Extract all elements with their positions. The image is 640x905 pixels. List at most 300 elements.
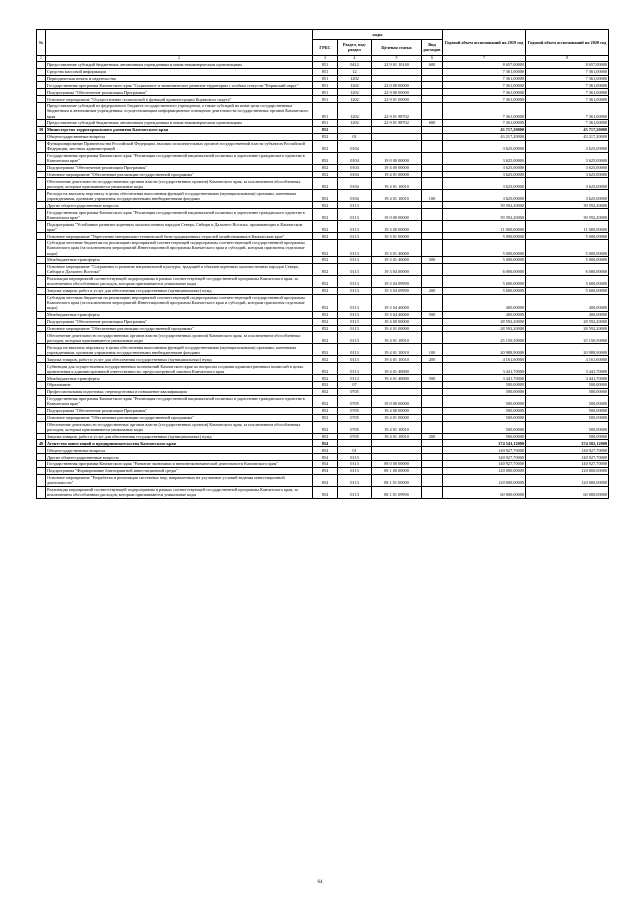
row-volume-2019: 500,00000 — [443, 414, 526, 421]
row-number — [37, 178, 46, 190]
row-grbs: 852 — [313, 414, 338, 421]
row-section: 0705 — [338, 388, 372, 395]
row-number — [37, 240, 46, 257]
row-grbs: 852 — [313, 240, 338, 257]
row-section: 0113 — [338, 287, 372, 294]
table-row — [37, 120, 609, 127]
row-volume-2019: 5 000,00000 — [443, 233, 526, 240]
row-volume-2019: 3 625,00000 — [443, 152, 526, 164]
row-target-article: 19 3 01 40060 — [372, 240, 422, 257]
header-codes: коды — [313, 30, 443, 40]
row-name: Межбюджетные трансферты — [46, 257, 313, 264]
row-volume-2019: 140 927,70000 — [443, 447, 526, 454]
row-section: 0113 — [338, 202, 372, 209]
row-target-article: 19 4 00 00000 — [372, 407, 422, 414]
table-row — [37, 82, 609, 89]
row-volume-2020: 374 582,12000 — [526, 440, 609, 447]
row-grbs: 852 — [313, 356, 338, 363]
row-volume-2019: 4 161,60000 — [443, 356, 526, 363]
row-grbs: 852 — [313, 388, 338, 395]
table-row — [37, 61, 609, 68]
table-row — [37, 257, 609, 264]
table-row — [37, 318, 609, 325]
row-grbs: 852 — [313, 221, 338, 233]
row-target-article — [372, 382, 422, 389]
row-volume-2019: 7 361,00000 — [443, 96, 526, 103]
row-name: Общегосударственные вопросы — [46, 133, 313, 140]
row-volume-2020: 3 625,00000 — [526, 190, 609, 202]
row-grbs: 854 — [313, 454, 338, 461]
row-target-article: 19 3 00 00000 — [372, 221, 422, 233]
row-grbs: 852 — [313, 395, 338, 407]
row-number — [37, 68, 46, 75]
row-name: Государственная программа Камчатского края "Реализация государственной национальной политики и укрепление гражданского единства в Камчатском крае" — [46, 209, 313, 221]
row-section: 0113 — [338, 240, 372, 257]
table-row — [37, 221, 609, 233]
row-expense-type — [422, 75, 443, 82]
row-target-article — [372, 75, 422, 82]
row-expense-type: 500 — [422, 257, 443, 264]
row-volume-2019: 3 625,00000 — [443, 140, 526, 152]
row-volume-2020: 140 927,70000 — [526, 447, 609, 454]
page-number: 64 — [317, 880, 323, 885]
row-number — [37, 75, 46, 82]
row-expense-type: 600 — [422, 120, 443, 127]
row-name: Другие общегосударственные вопросы — [46, 454, 313, 461]
row-expense-type — [422, 178, 443, 190]
row-target-article: 19 3 04 09990 — [372, 275, 422, 287]
row-grbs: 851 — [313, 120, 338, 127]
row-volume-2020: 3 625,00000 — [526, 152, 609, 164]
row-volume-2019: 3 441,70000 — [443, 363, 526, 375]
row-target-article: 19 4 01 00000 — [372, 325, 422, 332]
row-volume-2019: 3 441,70000 — [443, 375, 526, 382]
row-volume-2020: 7 361,00000 — [526, 89, 609, 96]
row-volume-2020: 5 000,00000 — [526, 240, 609, 257]
row-volume-2020: 3 441,70000 — [526, 375, 609, 382]
row-volume-2019: 7 361,00000 — [443, 120, 526, 127]
row-number — [37, 233, 46, 240]
row-number — [37, 421, 46, 433]
row-section: 0104 — [338, 164, 372, 171]
row-name: Предоставление субсидий бюджетным, автономным учреждениям и иным некоммерческим организациям — [46, 61, 313, 68]
row-number — [37, 318, 46, 325]
row-section: 1202 — [338, 82, 372, 89]
table-row — [37, 344, 609, 356]
row-grbs: 851 — [313, 89, 338, 96]
row-name: Субсидии местным бюджетам на реализацию мероприятий соответствующей подпрограммы соответствующей государственной программы Камчатского края (за исключением мероприятий Инвестиционной программы Камчатского края и субсидий, которым присвоены отдельные коды) — [46, 240, 313, 257]
row-volume-2019: 7 361,00000 — [443, 103, 526, 120]
row-section: 0705 — [338, 433, 372, 440]
row-section: 1202 — [338, 75, 372, 82]
row-section: 0412 — [338, 61, 372, 68]
row-grbs: 852 — [313, 140, 338, 152]
row-number — [37, 461, 46, 468]
row-volume-2020: 3 625,00000 — [526, 140, 609, 152]
row-grbs: 851 — [313, 68, 338, 75]
row-volume-2019: 43 717,20000 — [443, 126, 526, 133]
row-expense-type — [422, 164, 443, 171]
table-row — [37, 140, 609, 152]
row-name: Реализация мероприятий соответствующей подпрограммы в рамках соответствующей государственной программы Камчатского края, за исключением обособленных расходов, которым присваиваются уникальные коды — [46, 275, 313, 287]
row-volume-2020: 7 361,00000 — [526, 120, 609, 127]
row-grbs: 852 — [313, 275, 338, 287]
row-section: 01 — [338, 447, 372, 454]
row-number — [37, 294, 46, 311]
row-number — [37, 263, 46, 275]
row-target-article — [372, 133, 422, 140]
row-number — [37, 120, 46, 127]
row-target-article: 19 3 04 40060 — [372, 311, 422, 318]
row-volume-2020: 25 150,50000 — [526, 332, 609, 344]
row-volume-2019: 500,00000 — [443, 382, 526, 389]
row-section: 0113 — [338, 486, 372, 498]
row-grbs: 852 — [313, 164, 338, 171]
row-grbs: 852 — [313, 257, 338, 264]
row-name: Подпрограмма "Обеспечение реализации Программы" — [46, 164, 313, 171]
row-volume-2020: 500,00000 — [526, 388, 609, 395]
row-section: 0705 — [338, 407, 372, 414]
row-name: Расходы на выплаты персоналу в целях обеспечения выполнения функций государственными (муниципальными) органами, казенными учреждениями, органами управления государственными внебюджетными фондами — [46, 190, 313, 202]
row-grbs: 851 — [313, 103, 338, 120]
row-expense-type: 500 — [422, 311, 443, 318]
row-volume-2019: 3 625,00000 — [443, 171, 526, 178]
row-expense-type: 200 — [422, 287, 443, 294]
row-grbs: 852 — [313, 133, 338, 140]
header-target-article: Целевая статья — [372, 39, 422, 55]
row-volume-2020: 20 988,90000 — [526, 344, 609, 356]
row-grbs: 852 — [313, 332, 338, 344]
row-grbs: 851 — [313, 75, 338, 82]
row-volume-2019: 6 000,00000 — [443, 263, 526, 275]
row-volume-2020: 60 000,00000 — [526, 486, 609, 498]
table-row — [37, 96, 609, 103]
row-target-article: 19 3 01 40060 — [372, 257, 422, 264]
row-target-article: 22 9 01 00000 — [372, 96, 422, 103]
table-row — [37, 395, 609, 407]
row-volume-2020: 39 592,20000 — [526, 209, 609, 221]
row-expense-type — [422, 467, 443, 474]
table-row — [37, 190, 609, 202]
table-row — [37, 202, 609, 209]
table-row — [37, 311, 609, 318]
table-row — [37, 388, 609, 395]
row-volume-2020: 7 361,00000 — [526, 96, 609, 103]
row-volume-2020: 7 361,00000 — [526, 82, 609, 89]
row-target-article: 19 4 01 10010 — [372, 421, 422, 433]
row-expense-type — [422, 152, 443, 164]
row-number — [37, 202, 46, 209]
row-volume-2020: 5 000,00000 — [526, 257, 609, 264]
row-expense-type — [422, 68, 443, 75]
row-grbs: 852 — [313, 287, 338, 294]
row-section: 0113 — [338, 461, 372, 468]
row-volume-2019: 7 361,00000 — [443, 89, 526, 96]
row-grbs: 852 — [313, 233, 338, 240]
row-expense-type — [422, 382, 443, 389]
row-name: Основное мероприятие "Укрепление материально-технической базы традиционных отраслей хозяйствования в Камчатском крае" — [46, 233, 313, 240]
row-volume-2020: 400,00000 — [526, 311, 609, 318]
row-expense-type — [422, 133, 443, 140]
row-volume-2020: 3 441,70000 — [526, 363, 609, 375]
row-volume-2019: 11 000,00000 — [443, 221, 526, 233]
row-grbs: 852 — [313, 344, 338, 356]
row-grbs: 852 — [313, 209, 338, 221]
row-name: Закупка товаров, работ и услуг для обеспечения государственных (муниципальных) нужд — [46, 287, 313, 294]
row-target-article: 19 3 01 00000 — [372, 233, 422, 240]
row-number — [37, 257, 46, 264]
row-section: 1202 — [338, 89, 372, 96]
row-grbs: 854 — [313, 461, 338, 468]
table-row — [37, 433, 609, 440]
row-number — [37, 454, 46, 461]
row-section: 0113 — [338, 375, 372, 382]
table-row — [37, 447, 609, 454]
row-grbs: 852 — [313, 202, 338, 209]
row-volume-2019: 400,00000 — [443, 294, 526, 311]
row-volume-2020: 3 625,00000 — [526, 171, 609, 178]
row-grbs: 854 — [313, 440, 338, 447]
row-section: 0104 — [338, 171, 372, 178]
row-number — [37, 82, 46, 89]
budget-table — [36, 29, 609, 499]
row-number — [37, 407, 46, 414]
row-volume-2020: 7 361,00000 — [526, 75, 609, 82]
row-name: Обеспечение деятельности государственных органов власти (государственных органов) Камчатского края, за исключением обособленных расходов, которым присваиваются уникальные коды — [46, 332, 313, 344]
row-volume-2019: 500,00000 — [443, 433, 526, 440]
row-name: Обеспечение деятельности государственных органов власти (государственных органов) Камчатского края, за исключением обособленных расходов, которым присваиваются уникальные коды — [46, 421, 313, 433]
row-number — [37, 447, 46, 454]
row-volume-2019: 500,00000 — [443, 388, 526, 395]
row-number — [37, 388, 46, 395]
row-expense-type — [422, 233, 443, 240]
row-name: Общегосударственные вопросы — [46, 447, 313, 454]
row-volume-2020: 5 600,00000 — [526, 275, 609, 287]
row-volume-2020: 500,00000 — [526, 382, 609, 389]
row-name: Государственная программа Камчатского края "Развитие экономики и внешнеэкономической деятельности Камчатского края" — [46, 461, 313, 468]
row-volume-2020: 500,00000 — [526, 395, 609, 407]
row-number — [37, 382, 46, 389]
header-expense-type: Вид расходов — [422, 39, 443, 55]
row-expense-type — [422, 126, 443, 133]
row-grbs: 852 — [313, 433, 338, 440]
row-name: Подпрограмма "Устойчивое развитие коренных малочисленных народов Севера, Сибири и Дальнего Востока, проживающих в Камчатском крае" — [46, 221, 313, 233]
row-section: 0113 — [338, 311, 372, 318]
row-volume-2020: 500,00000 — [526, 407, 609, 414]
column-index-cell: 5 — [372, 55, 422, 61]
row-target-article — [372, 140, 422, 152]
table-row — [37, 332, 609, 344]
row-expense-type — [422, 171, 443, 178]
row-name: Средства массовой информации — [46, 68, 313, 75]
row-grbs: 852 — [313, 318, 338, 325]
row-volume-2020: 5 600,00000 — [526, 287, 609, 294]
row-volume-2019: 7 361,00000 — [443, 75, 526, 82]
row-section: 01 — [338, 133, 372, 140]
row-section: 0113 — [338, 318, 372, 325]
row-section — [338, 126, 372, 133]
row-name: Реализация мероприятий соответствующей подпрограммы в рамках соответствующей государственной программы Камчатского края, за исключением обособленных расходов, которым присваиваются уникальные коды — [46, 486, 313, 498]
row-name: Предоставление субсидий бюджетным, автономным учреждениям и иным некоммерческим организациям — [46, 120, 313, 127]
table-row — [37, 294, 609, 311]
row-volume-2020: 4 161,60000 — [526, 356, 609, 363]
row-volume-2020: 500,00000 — [526, 421, 609, 433]
row-expense-type — [422, 103, 443, 120]
row-section: 1202 — [338, 120, 372, 127]
header-volume-2020: Годовой объем ассигнований на 2020 год — [526, 30, 609, 56]
row-number — [37, 164, 46, 171]
row-section: 0113 — [338, 263, 372, 275]
header-grbs: ГРБС — [313, 39, 338, 55]
table-row — [37, 421, 609, 433]
header-num: № — [37, 30, 46, 56]
row-section: 0104 — [338, 178, 372, 190]
row-volume-2020: 500,00000 — [526, 414, 609, 421]
row-volume-2019: 43 217,20000 — [443, 133, 526, 140]
row-target-article: 19 4 01 10010 — [372, 332, 422, 344]
table-row — [37, 240, 609, 257]
row-section: 0113 — [338, 474, 372, 486]
row-target-article: 08 1 01 00000 — [372, 474, 422, 486]
row-number — [37, 395, 46, 407]
row-name: Другие общегосударственные вопросы — [46, 202, 313, 209]
row-grbs: 854 — [313, 474, 338, 486]
row-expense-type — [422, 275, 443, 287]
row-name: Основное мероприятие "Сохранение и развитие национальной культуры, традиций и обычаев коренных малочисленных народов Севера, Сибири и Дальнего Востока" — [46, 263, 313, 275]
table-row — [37, 103, 609, 120]
row-number — [37, 190, 46, 202]
row-expense-type — [422, 221, 443, 233]
row-volume-2019: 7 361,00000 — [443, 68, 526, 75]
row-volume-2019: 25 150,50000 — [443, 332, 526, 344]
row-target-article: 22 0 00 00000 — [372, 82, 422, 89]
row-name: Межбюджетные трансферты — [46, 375, 313, 382]
row-name: Расходы на выплаты персоналу в целях обеспечения выполнения функций государственными (муниципальными) органами, казенными учреждениями, органами управления государственными внебюджетными фондами — [46, 344, 313, 356]
row-target-article — [372, 388, 422, 395]
header-section: Раздел, под-раздел — [338, 39, 372, 55]
table-row — [37, 171, 609, 178]
row-section: 0113 — [338, 467, 372, 474]
row-name: Подпрограмма "Формирование благоприятной инвестиционной среды" — [46, 467, 313, 474]
row-expense-type — [422, 332, 443, 344]
table-row — [37, 164, 609, 171]
row-name: Подпрограмма "Обеспечение реализации Программы" — [46, 318, 313, 325]
row-section: 1202 — [338, 96, 372, 103]
row-target-article: 19 3 04 40060 — [372, 294, 422, 311]
row-section — [338, 440, 372, 447]
table-row — [37, 461, 609, 468]
row-expense-type — [422, 89, 443, 96]
column-index-cell: 1 — [37, 55, 46, 61]
row-section: 0113 — [338, 325, 372, 332]
row-volume-2020: 39 592,20000 — [526, 202, 609, 209]
row-number — [37, 486, 46, 498]
row-target-article: 19 4 01 40080 — [372, 363, 422, 375]
row-volume-2020: 7 361,00000 — [526, 68, 609, 75]
row-expense-type — [422, 325, 443, 332]
row-target-article: 19 4 01 10010 — [372, 178, 422, 190]
row-name: Межбюджетные трансферты — [46, 311, 313, 318]
row-name: Закупка товаров, работ и услуг для обеспечения государственных (муниципальных) нужд — [46, 356, 313, 363]
row-expense-type — [422, 421, 443, 433]
column-index-cell: 3 — [313, 55, 338, 61]
row-expense-type: 100 — [422, 190, 443, 202]
row-number — [37, 325, 46, 332]
row-target-article: 08 1 01 09990 — [372, 486, 422, 498]
row-grbs: 854 — [313, 486, 338, 498]
row-volume-2020: 5 000,00000 — [526, 233, 609, 240]
header-name — [46, 30, 313, 56]
row-number: 39 — [37, 126, 46, 133]
row-number — [37, 414, 46, 421]
row-volume-2020: 500,00000 — [526, 433, 609, 440]
row-name: Государственная программа Камчатского края "Реализация государственной национальной политики и укрепление гражданского единства в Камчатском крае" — [46, 152, 313, 164]
row-volume-2019: 120 000,00000 — [443, 474, 526, 486]
row-section: 0104 — [338, 140, 372, 152]
row-name: Подпрограмма "Обеспечение реализации Программы" — [46, 407, 313, 414]
row-volume-2020: 11 000,00000 — [526, 221, 609, 233]
row-volume-2019: 500,00000 — [443, 395, 526, 407]
row-name: Основное мероприятие "Обеспечение реализации государственной программы" — [46, 325, 313, 332]
table-row — [37, 287, 609, 294]
row-number — [37, 467, 46, 474]
row-grbs: 852 — [313, 152, 338, 164]
row-volume-2020: 140 927,70000 — [526, 454, 609, 461]
table-row — [37, 133, 609, 140]
row-number — [37, 89, 46, 96]
row-expense-type — [422, 240, 443, 257]
header-volume-2019: Годовой объем ассигнований на 2019 год — [443, 30, 526, 56]
row-section: 0113 — [338, 454, 372, 461]
row-name: Периодическая печать и издательства — [46, 75, 313, 82]
row-grbs: 852 — [313, 363, 338, 375]
row-grbs: 851 — [313, 61, 338, 68]
row-expense-type — [422, 82, 443, 89]
row-expense-type — [422, 474, 443, 486]
row-target-article: 08 1 00 00000 — [372, 467, 422, 474]
row-number — [37, 433, 46, 440]
column-index-cell: 7 — [443, 55, 526, 61]
row-volume-2020: 28 592,20000 — [526, 325, 609, 332]
row-grbs: 851 — [313, 96, 338, 103]
row-expense-type — [422, 440, 443, 447]
row-volume-2019: 39 592,20000 — [443, 202, 526, 209]
row-volume-2019: 3 625,00000 — [443, 190, 526, 202]
row-target-article: 19 0 00 00000 — [372, 395, 422, 407]
row-volume-2019: 5 600,00000 — [443, 287, 526, 294]
row-number — [37, 96, 46, 103]
row-target-article: 19 4 01 10010 — [372, 190, 422, 202]
row-number — [37, 275, 46, 287]
row-target-article: 19 4 01 10010 — [372, 433, 422, 440]
row-volume-2019: 5 600,00000 — [443, 275, 526, 287]
row-expense-type — [422, 263, 443, 275]
row-section: 12 — [338, 68, 372, 75]
row-section: 0113 — [338, 221, 372, 233]
row-section: 0104 — [338, 190, 372, 202]
row-target-article: 19 4 01 00000 — [372, 171, 422, 178]
table-row — [37, 474, 609, 486]
row-target-article: 19 4 01 10010 — [372, 344, 422, 356]
table-row — [37, 233, 609, 240]
row-grbs: 852 — [313, 126, 338, 133]
table-row — [37, 440, 609, 447]
row-section: 0113 — [338, 233, 372, 240]
row-section: 0705 — [338, 421, 372, 433]
row-target-article: 19 4 01 00000 — [372, 414, 422, 421]
row-target-article — [372, 447, 422, 454]
row-target-article: 22 9 01 98702 — [372, 120, 422, 127]
